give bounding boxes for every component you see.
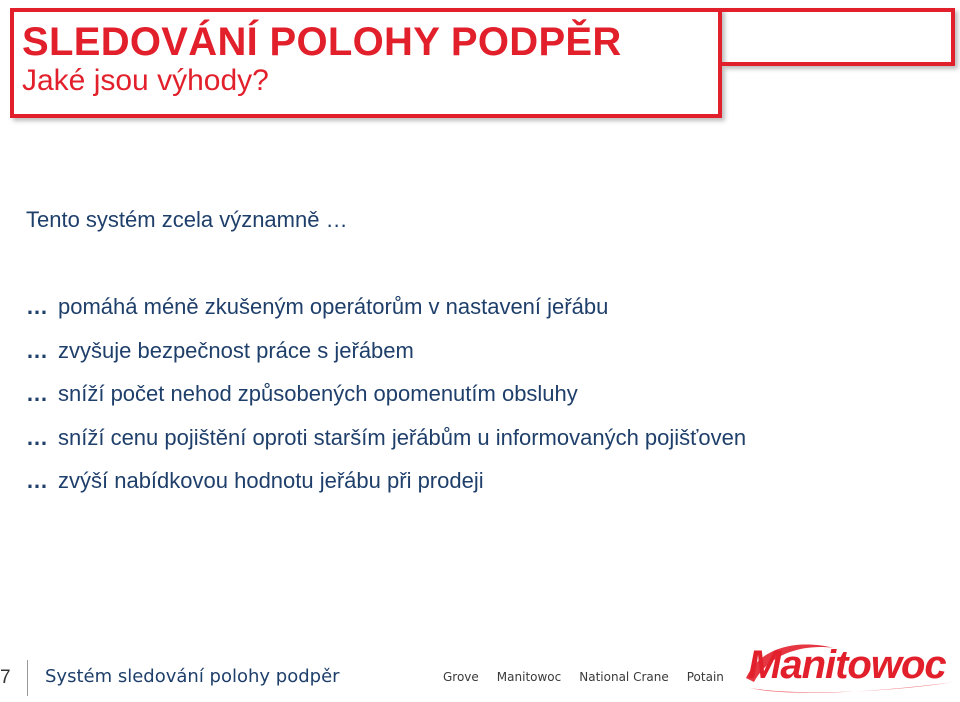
benefit-ellipsis: … (26, 424, 48, 450)
benefit-text: zvýší nabídkovou hodnotu jeřábu při prodeji (58, 468, 484, 493)
brand-potain: Potain (686, 670, 724, 684)
brand-national-crane: National Crane (579, 670, 669, 684)
brand-manitowoc: Manitowoc (496, 670, 562, 684)
benefit-item (26, 424, 956, 468)
benefit-ellipsis: … (26, 294, 48, 319)
intro-text: Tento systém zcela významně … (26, 207, 348, 232)
benefits-list (26, 293, 956, 511)
benefit-text: zvyšuje bezpečnost práce s jeřábem (58, 337, 414, 363)
benefit-ellipsis: … (26, 468, 48, 493)
benefit-item (26, 337, 956, 381)
benefit-item (26, 293, 956, 337)
title-frame-extension (722, 8, 955, 66)
slide-footer (0, 630, 960, 702)
brand-grove: Grove (443, 670, 479, 684)
benefit-text: sníží cenu pojištění oproti starším jeřábům u informovaných pojišťoven (58, 424, 747, 450)
logo-wordmark: Manitowoc (748, 643, 946, 687)
footer-title: Systém sledování polohy podpěr (45, 666, 340, 687)
slide-subtitle: Jaké jsou výhody? (22, 64, 269, 97)
footer-divider (27, 660, 28, 696)
benefit-item (26, 467, 956, 511)
benefit-text: sníží počet nehod způsobených opomenutím obsluhy (58, 381, 578, 406)
benefit-ellipsis: … (26, 381, 48, 406)
manitowoc-logo (742, 638, 958, 696)
slide-title: SLEDOVÁNÍ POLOHY PODPĚR (22, 20, 622, 64)
benefit-text: pomáhá méně zkušeným operátorům v nastavení jeřábu (58, 294, 609, 319)
brand-list (443, 670, 742, 684)
benefit-ellipsis: … (26, 337, 48, 363)
page-number: 7 (0, 667, 11, 688)
benefit-item (26, 380, 956, 424)
